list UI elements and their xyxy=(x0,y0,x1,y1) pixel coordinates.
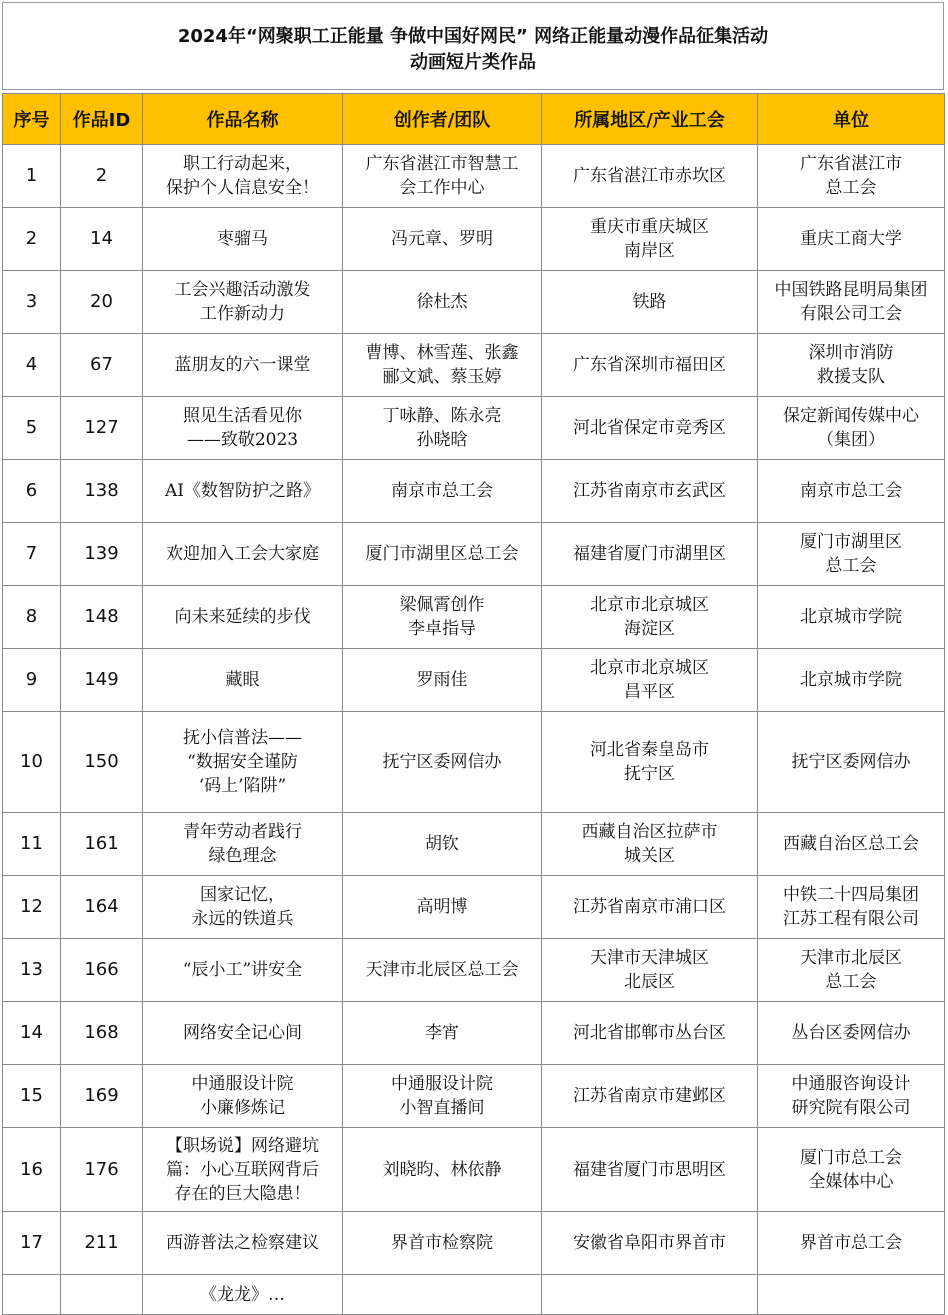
header-id: 作品ID xyxy=(61,94,143,145)
cell-creator: 李宵 xyxy=(343,1002,542,1065)
cell-name: 抚小信普法—— “数据安全谨防 ‘码上’陷阱” xyxy=(143,712,343,813)
table-row xyxy=(3,1002,945,1065)
cell-name: 枣骝马 xyxy=(143,208,343,271)
cell-name: 【职场说】网络避坑 篇：小心互联网背后 存在的巨大隐患！ xyxy=(143,1128,343,1212)
cell-region: 江苏省南京市浦口区 xyxy=(542,876,758,939)
cell-name: 蓝朋友的六一课堂 xyxy=(143,334,343,397)
header-row xyxy=(3,94,945,145)
table-row xyxy=(3,1275,945,1315)
cell-name: 西游普法之检察建议 xyxy=(143,1212,343,1275)
cell-unit: 北京城市学院 xyxy=(758,586,945,649)
cell-unit: 保定新闻传媒中心 （集团） xyxy=(758,397,945,460)
cell-id: 20 xyxy=(61,271,143,334)
cell-no xyxy=(3,1275,61,1315)
cell-name: 网络安全记心间 xyxy=(143,1002,343,1065)
cell-no: 11 xyxy=(3,813,61,876)
cell-id: 2 xyxy=(61,145,143,208)
table-row xyxy=(3,460,945,523)
cell-no: 15 xyxy=(3,1065,61,1128)
table-body xyxy=(3,145,945,1315)
cell-name: 工会兴趣活动激发 工作新动力 xyxy=(143,271,343,334)
cell-region: 安徽省阜阳市界首市 xyxy=(542,1212,758,1275)
cell-id: 176 xyxy=(61,1128,143,1212)
table-row xyxy=(3,1128,945,1212)
cell-unit: 丛台区委网信办 xyxy=(758,1002,945,1065)
header-unit: 单位 xyxy=(758,94,945,145)
document-title: 2024年“网聚职工正能量 争做中国好网民” 网络正能量动漫作品征集活动 xyxy=(177,26,769,47)
cell-no: 13 xyxy=(3,939,61,1002)
cell-unit: 天津市北辰区 总工会 xyxy=(758,939,945,1002)
cell-region: 江苏省南京市玄武区 xyxy=(542,460,758,523)
cell-creator: 高明博 xyxy=(343,876,542,939)
cell-creator: 罗雨佳 xyxy=(343,649,542,712)
table-row xyxy=(3,208,945,271)
cell-id: 150 xyxy=(61,712,143,813)
cell-no: 8 xyxy=(3,586,61,649)
cell-no: 4 xyxy=(3,334,61,397)
table-row xyxy=(3,145,945,208)
cell-region: 铁路 xyxy=(542,271,758,334)
cell-region: 河北省保定市竞秀区 xyxy=(542,397,758,460)
cell-unit: 中通服咨询设计 研究院有限公司 xyxy=(758,1065,945,1128)
table-row xyxy=(3,271,945,334)
cell-creator: 冯元章、罗明 xyxy=(343,208,542,271)
cell-creator: 广东省湛江市智慧工 会工作中心 xyxy=(343,145,542,208)
cell-name: 青年劳动者践行 绿色理念 xyxy=(143,813,343,876)
cell-name: 向未来延续的步伐 xyxy=(143,586,343,649)
cell-creator: 曹博、林雪莲、张鑫 郦文斌、蔡玉婷 xyxy=(343,334,542,397)
cell-unit: 重庆工商大学 xyxy=(758,208,945,271)
cell-creator: 界首市检察院 xyxy=(343,1212,542,1275)
cell-name: 中通服设计院 小廉修炼记 xyxy=(143,1065,343,1128)
cell-region xyxy=(542,1275,758,1315)
cell-name: 国家记忆， 永远的铁道兵 xyxy=(143,876,343,939)
cell-creator xyxy=(343,1275,542,1315)
cell-unit: 中国铁路昆明局集团 有限公司工会 xyxy=(758,271,945,334)
cell-no: 5 xyxy=(3,397,61,460)
header-region: 所属地区/产业工会 xyxy=(542,94,758,145)
cell-region: 天津市天津城区 北辰区 xyxy=(542,939,758,1002)
cell-creator: 南京市总工会 xyxy=(343,460,542,523)
cell-unit: 抚宁区委网信办 xyxy=(758,712,945,813)
cell-unit: 广东省湛江市 总工会 xyxy=(758,145,945,208)
table-row xyxy=(3,712,945,813)
cell-region: 北京市北京城区 海淀区 xyxy=(542,586,758,649)
cell-no: 3 xyxy=(3,271,61,334)
cell-region: 北京市北京城区 昌平区 xyxy=(542,649,758,712)
cell-id: 127 xyxy=(61,397,143,460)
cell-id xyxy=(61,1275,143,1315)
cell-name: 职工行动起来， 保护个人信息安全！ xyxy=(143,145,343,208)
cell-region: 西藏自治区拉萨市 城关区 xyxy=(542,813,758,876)
cell-unit: 北京城市学院 xyxy=(758,649,945,712)
cell-id: 149 xyxy=(61,649,143,712)
cell-no: 9 xyxy=(3,649,61,712)
cell-unit: 界首市总工会 xyxy=(758,1212,945,1275)
table-row xyxy=(3,649,945,712)
cell-id: 67 xyxy=(61,334,143,397)
cell-unit: 南京市总工会 xyxy=(758,460,945,523)
table-row xyxy=(3,397,945,460)
cell-region: 福建省厦门市湖里区 xyxy=(542,523,758,586)
cell-id: 211 xyxy=(61,1212,143,1275)
cell-creator: 刘晓昀、林依静 xyxy=(343,1128,542,1212)
cell-name: 欢迎加入工会大家庭 xyxy=(143,523,343,586)
cell-id: 168 xyxy=(61,1002,143,1065)
cell-unit: 中铁二十四局集团 江苏工程有限公司 xyxy=(758,876,945,939)
cell-no: 16 xyxy=(3,1128,61,1212)
cell-no: 12 xyxy=(3,876,61,939)
cell-id: 169 xyxy=(61,1065,143,1128)
cell-id: 161 xyxy=(61,813,143,876)
cell-id: 148 xyxy=(61,586,143,649)
cell-creator: 丁咏静、陈永亮 孙晓晗 xyxy=(343,397,542,460)
cell-creator: 抚宁区委网信办 xyxy=(343,712,542,813)
cell-unit: 厦门市总工会 全媒体中心 xyxy=(758,1128,945,1212)
cell-creator: 厦门市湖里区总工会 xyxy=(343,523,542,586)
header-no: 序号 xyxy=(3,94,61,145)
cell-creator: 徐杜杰 xyxy=(343,271,542,334)
cell-creator: 梁佩霄创作 李卓指导 xyxy=(343,586,542,649)
table-row xyxy=(3,1065,945,1128)
cell-no: 1 xyxy=(3,145,61,208)
cell-creator: 中通服设计院 小智直播间 xyxy=(343,1065,542,1128)
cell-region: 重庆市重庆城区 南岸区 xyxy=(542,208,758,271)
cell-name: AI《数智防护之路》 xyxy=(143,460,343,523)
cell-creator: 天津市北辰区总工会 xyxy=(343,939,542,1002)
cell-unit: 深圳市消防 救援支队 xyxy=(758,334,945,397)
cell-no: 10 xyxy=(3,712,61,813)
cell-name: “辰小工”讲安全 xyxy=(143,939,343,1002)
header-name: 作品名称 xyxy=(143,94,343,145)
cell-no: 6 xyxy=(3,460,61,523)
cell-region: 河北省秦皇岛市 抚宁区 xyxy=(542,712,758,813)
cell-creator: 胡钦 xyxy=(343,813,542,876)
cell-no: 14 xyxy=(3,1002,61,1065)
works-table xyxy=(2,93,945,1315)
cell-region: 河北省邯郸市丛台区 xyxy=(542,1002,758,1065)
table-row xyxy=(3,586,945,649)
cell-id: 166 xyxy=(61,939,143,1002)
cell-id: 139 xyxy=(61,523,143,586)
document-subtitle: 动画短片类作品 xyxy=(410,52,536,73)
cell-unit: 西藏自治区总工会 xyxy=(758,813,945,876)
header-creator: 创作者/团队 xyxy=(343,94,542,145)
cell-id: 164 xyxy=(61,876,143,939)
cell-no: 2 xyxy=(3,208,61,271)
cell-region: 江苏省南京市建邺区 xyxy=(542,1065,758,1128)
cell-no: 17 xyxy=(3,1212,61,1275)
table-row xyxy=(3,813,945,876)
cell-region: 广东省深圳市福田区 xyxy=(542,334,758,397)
cell-region: 福建省厦门市思明区 xyxy=(542,1128,758,1212)
table-row xyxy=(3,876,945,939)
cell-no: 7 xyxy=(3,523,61,586)
cell-name: 藏眼 xyxy=(143,649,343,712)
cell-name: 《龙龙》… xyxy=(143,1275,343,1315)
cell-id: 14 xyxy=(61,208,143,271)
cell-name: 照见生活看见你 ——致敬2023 xyxy=(143,397,343,460)
cell-region: 广东省湛江市赤坎区 xyxy=(542,145,758,208)
table-row xyxy=(3,939,945,1002)
cell-unit: 厦门市湖里区 总工会 xyxy=(758,523,945,586)
table-row xyxy=(3,1212,945,1275)
cell-id: 138 xyxy=(61,460,143,523)
cell-unit xyxy=(758,1275,945,1315)
table-row xyxy=(3,523,945,586)
table-row xyxy=(3,334,945,397)
title-box xyxy=(2,2,944,90)
